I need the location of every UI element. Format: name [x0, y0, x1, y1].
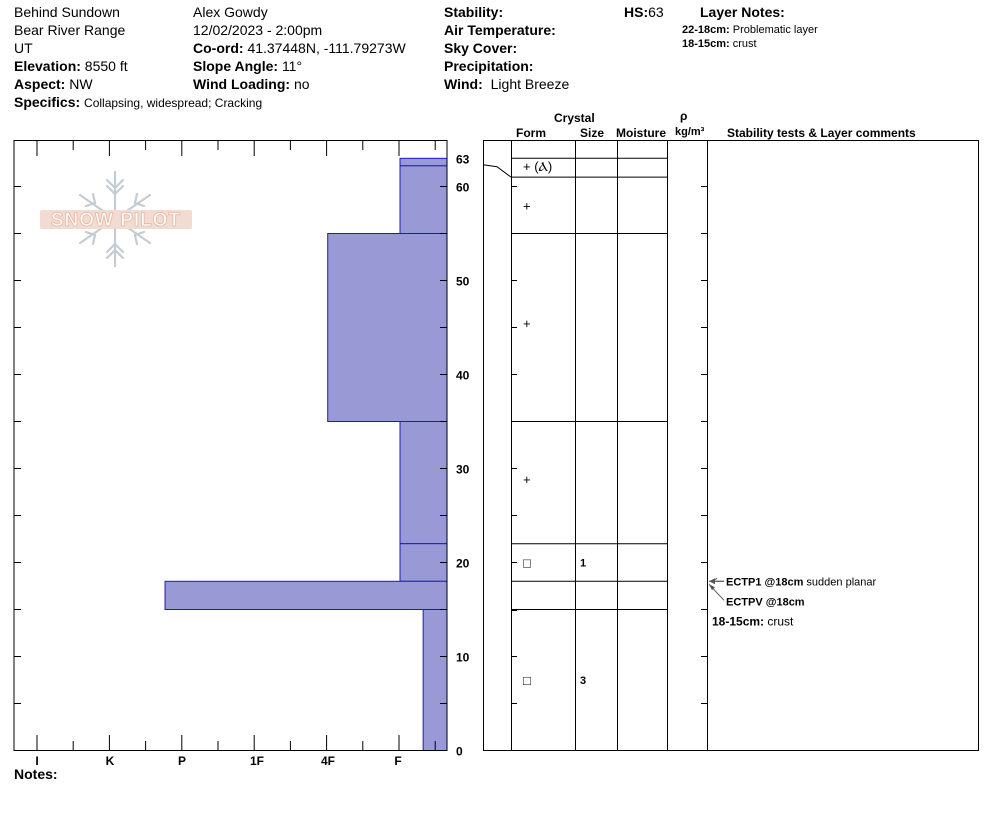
y-tick-label: 20	[456, 556, 470, 571]
mountain-range: Bear River Range	[14, 22, 126, 38]
observation-datetime: 12/02/2023 - 2:00pm	[193, 22, 323, 38]
moisture-header: Moisture	[616, 126, 667, 140]
hardness-scale-label: 4F	[320, 754, 336, 768]
density-rho-header: ρ	[680, 109, 688, 123]
specifics-label: Specifics:	[14, 94, 81, 110]
hardness-bar	[400, 544, 447, 582]
y-tick-label: 60	[456, 180, 470, 195]
slope-label: Slope Angle:	[193, 58, 279, 74]
size-header: Size	[580, 126, 605, 140]
state: UT	[14, 40, 33, 56]
wind-loading-label: Wind Loading:	[193, 76, 291, 92]
grain-form-symbol: □	[523, 673, 531, 688]
layer-connector	[484, 165, 511, 177]
hardness-scale-label: K	[105, 754, 115, 768]
hardness-bar	[328, 234, 447, 422]
specifics-value: Collapsing, widespread; Cracking	[84, 96, 263, 110]
slope-value: 11°	[281, 58, 303, 74]
notes-label: Notes:	[14, 766, 58, 782]
layer-comment: 18-15cm: crust	[712, 614, 794, 629]
y-tick-label: 0	[456, 744, 463, 759]
air-temperature-label: Air Temperature:	[444, 22, 556, 38]
stability-test-result: ECTP1 @18cm sudden planar	[726, 576, 877, 589]
hardness-bar	[400, 158, 447, 166]
form-header: Form	[516, 126, 546, 140]
stability-tests-header: Stability tests & Layer comments	[727, 126, 916, 140]
location-name: Behind Sundown	[14, 4, 120, 20]
aspect-value: NW	[69, 76, 93, 92]
hardness-bar	[423, 610, 447, 751]
test-arrow-head	[709, 578, 715, 584]
hardness-bar	[400, 422, 447, 544]
grain-form-symbol: +	[523, 315, 531, 331]
logo-text: SNOW PILOT	[50, 210, 182, 231]
layer-note-text: crust	[732, 38, 757, 50]
grain-form-symbol: +	[523, 471, 531, 487]
hardness-scale-label: I	[35, 754, 39, 768]
coord-value: 41.37448N, -111.79273W	[247, 40, 406, 56]
grain-form-symbol: + (Ⲁ)	[523, 158, 553, 174]
y-tick-label: 10	[456, 650, 470, 665]
hs-label: HS:	[624, 4, 649, 20]
y-tick-label: 30	[456, 462, 470, 477]
density-unit-header: kg/m³	[675, 126, 705, 138]
aspect-label: Aspect:	[14, 76, 66, 92]
snowpilot-logo	[40, 172, 192, 266]
precipitation-label: Precipitation:	[444, 58, 534, 74]
y-tick-label: 50	[456, 274, 470, 289]
layer-note-range: 22-18cm:	[682, 24, 730, 36]
elevation-label: Elevation:	[14, 58, 81, 74]
hardness-bar	[165, 581, 447, 609]
wind-label: Wind:	[444, 76, 483, 92]
stability-label: Stability:	[444, 4, 504, 20]
grain-size: 1	[580, 557, 587, 570]
grain-size: 3	[580, 675, 587, 687]
wind-loading-value: no	[293, 76, 310, 92]
sky-cover-label: Sky Cover:	[444, 40, 518, 56]
coord-label: Co-ord:	[193, 40, 244, 56]
hs-value: 63	[648, 4, 664, 20]
hardness-chart-frame	[14, 141, 447, 751]
layer-note-text: Problematic layer	[732, 24, 818, 36]
layer-table-frame	[484, 141, 979, 751]
hardness-bar	[400, 166, 447, 234]
hardness-scale-label: 1F	[249, 754, 265, 768]
grain-form-symbol: □	[523, 555, 531, 571]
elevation-value: 8550 ft	[84, 58, 128, 74]
grain-form-symbol: +	[523, 198, 531, 214]
layer-notes-label: Layer Notes:	[700, 4, 785, 20]
stability-test-result: ECTPV @18cm	[726, 596, 805, 609]
observer-name: Alex Gowdy	[193, 4, 268, 20]
layer-note-range: 18-15cm:	[682, 38, 730, 50]
hardness-scale-label: P	[177, 754, 187, 768]
crystal-header: Crystal	[554, 111, 595, 125]
wind-value: Light Breeze	[490, 76, 570, 92]
hardness-scale-label: F	[394, 754, 402, 768]
snow-height-label: 63	[456, 152, 470, 167]
y-tick-label: 40	[456, 368, 470, 383]
